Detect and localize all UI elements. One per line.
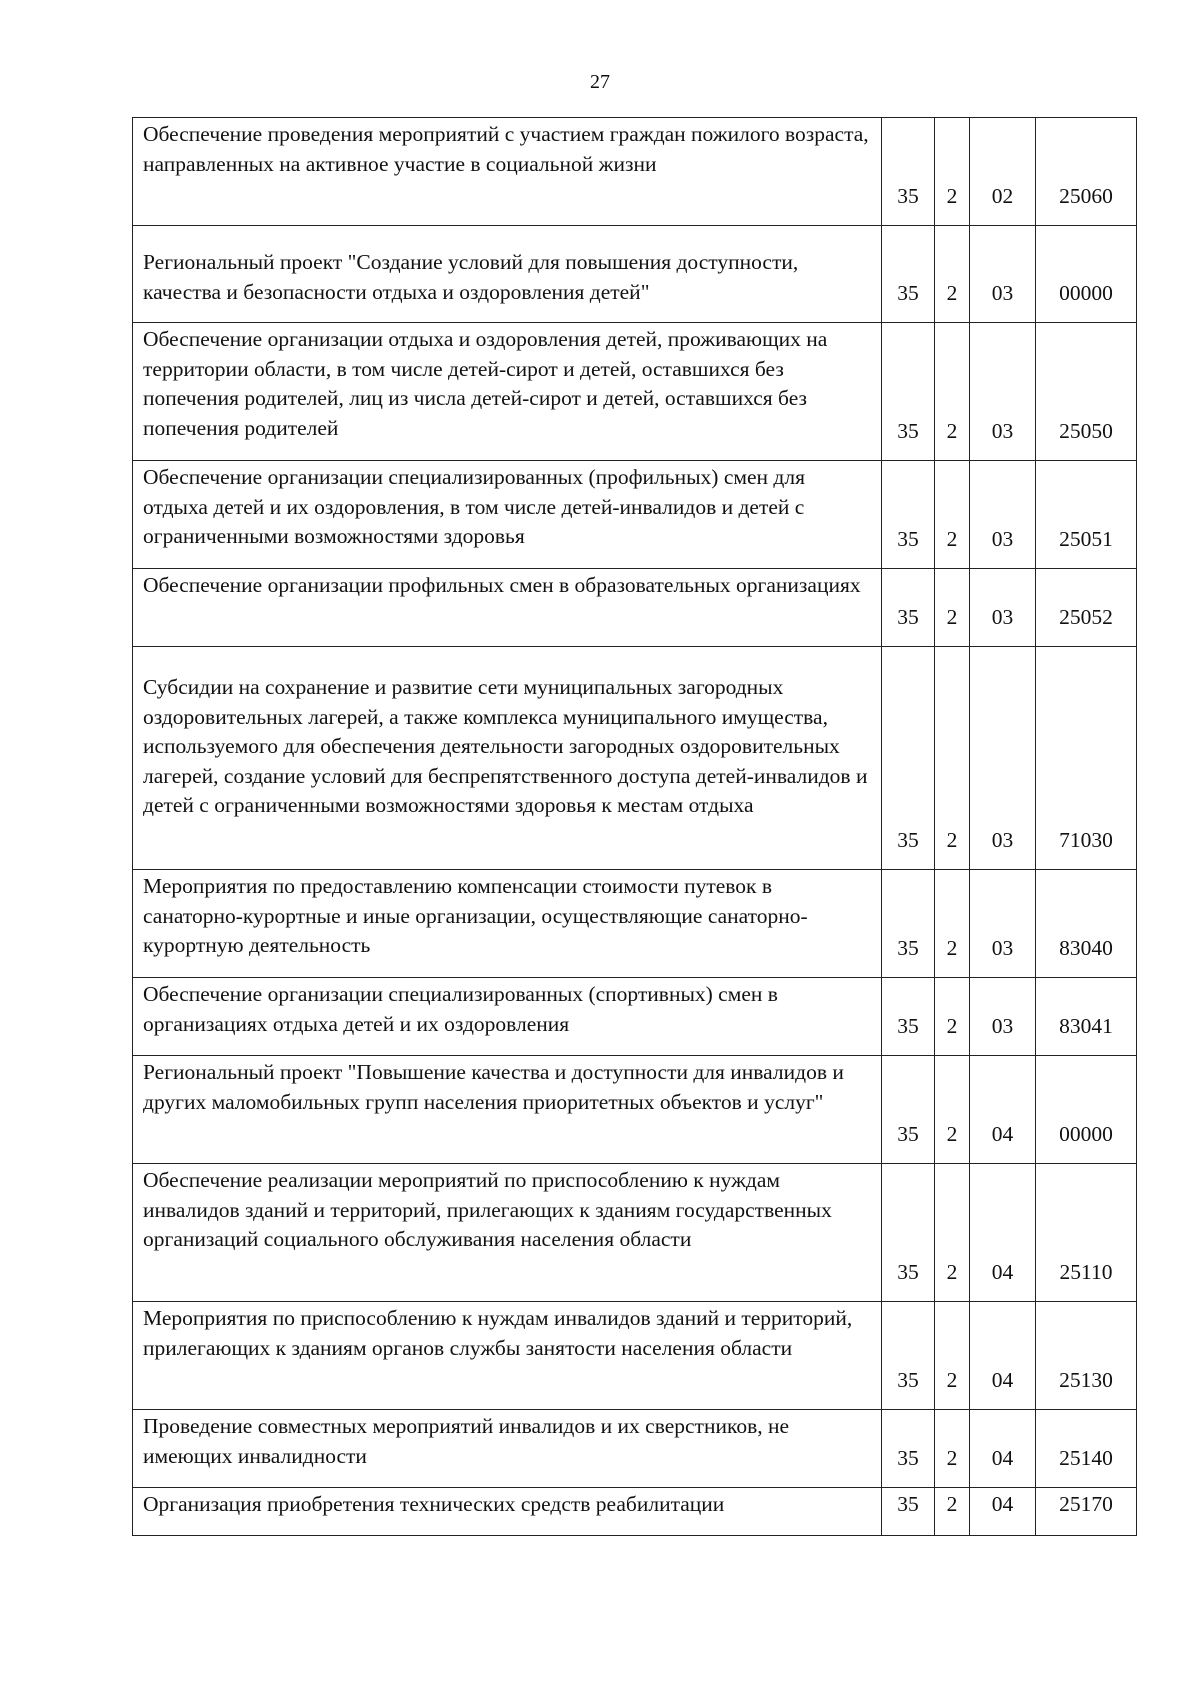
- program-code-cell: 35: [882, 323, 935, 461]
- project-code-cell: 03: [970, 461, 1036, 569]
- subprogram-code-cell: 2: [935, 1302, 970, 1410]
- program-code-cell: 35: [882, 1302, 935, 1410]
- direction-code-cell: 83040: [1036, 870, 1137, 978]
- program-code-cell: 35: [882, 870, 935, 978]
- row-name-cell: Мероприятия по предоставлению компенсации стоимости путевок в санаторно-курортные и иные организации, осуществляющие санаторно-курортную деятельность: [133, 870, 882, 978]
- program-code-cell: 35: [882, 1164, 935, 1302]
- table-row: [133, 118, 1137, 226]
- project-code-cell: 03: [970, 569, 1036, 647]
- project-code-cell: 03: [970, 226, 1036, 323]
- table-row: [133, 978, 1137, 1056]
- table-row: [133, 647, 1137, 870]
- row-name-cell: Обеспечение организации профильных смен в образовательных организациях: [133, 569, 882, 647]
- program-code-cell: 35: [882, 569, 935, 647]
- subprogram-code-cell: 2: [935, 118, 970, 226]
- row-name-cell: Обеспечение реализации мероприятий по приспособлению к нуждам инвалидов зданий и территорий, прилегающих к зданиям государственных организаций социального обслуживания населения области: [133, 1164, 882, 1302]
- table-row: [133, 323, 1137, 461]
- subprogram-code-cell: 2: [935, 647, 970, 870]
- table-row: [133, 1164, 1137, 1302]
- project-code-cell: 03: [970, 978, 1036, 1056]
- table-row: [133, 1410, 1137, 1488]
- program-code-cell: 35: [882, 1056, 935, 1164]
- table-row: [133, 1488, 1137, 1536]
- project-code-cell: 04: [970, 1488, 1036, 1536]
- program-code-cell: 35: [882, 226, 935, 323]
- direction-code-cell: 00000: [1036, 1056, 1137, 1164]
- row-name-cell: Организация приобретения технических средств реабилитации: [133, 1488, 882, 1536]
- row-name-cell: Обеспечение проведения мероприятий с участием граждан пожилого возраста, направленных на активное участие в социальной жизни: [133, 118, 882, 226]
- table-row: [133, 461, 1137, 569]
- project-code-cell: 02: [970, 118, 1036, 226]
- row-name-cell: Региональный проект "Создание условий для повышения доступности, качества и безопасности отдыха и оздоровления детей": [133, 226, 882, 323]
- subprogram-code-cell: 2: [935, 323, 970, 461]
- direction-code-cell: 25140: [1036, 1410, 1137, 1488]
- program-code-cell: 35: [882, 1410, 935, 1488]
- row-name-cell: Субсидии на сохранение и развитие сети муниципальных загородных оздоровительных лагерей, а также комплекса муниципального имущества, используемого для обеспечения деятельности загородных оздоровительных лагерей, создание условий для беспрепятственного доступа детей-инвалидов и детей с ограниченными возможностями здоровья к местам отдыха: [133, 647, 882, 870]
- subprogram-code-cell: 2: [935, 569, 970, 647]
- project-code-cell: 03: [970, 870, 1036, 978]
- budget-classification-table: [132, 117, 1137, 1536]
- program-code-cell: 35: [882, 647, 935, 870]
- subprogram-code-cell: 2: [935, 870, 970, 978]
- direction-code-cell: 25170: [1036, 1488, 1137, 1536]
- direction-code-cell: 71030: [1036, 647, 1137, 870]
- direction-code-cell: 83041: [1036, 978, 1137, 1056]
- direction-code-cell: 25060: [1036, 118, 1137, 226]
- program-code-cell: 35: [882, 461, 935, 569]
- row-name-cell: Проведение совместных мероприятий инвалидов и их сверстников, не имеющих инвалидности: [133, 1410, 882, 1488]
- subprogram-code-cell: 2: [935, 1056, 970, 1164]
- program-code-cell: 35: [882, 978, 935, 1056]
- table-row: [133, 1302, 1137, 1410]
- row-name-cell: Обеспечение организации специализированных (спортивных) смен в организациях отдыха детей и их оздоровления: [133, 978, 882, 1056]
- subprogram-code-cell: 2: [935, 226, 970, 323]
- direction-code-cell: 25051: [1036, 461, 1137, 569]
- program-code-cell: 35: [882, 118, 935, 226]
- project-code-cell: 04: [970, 1164, 1036, 1302]
- direction-code-cell: 25130: [1036, 1302, 1137, 1410]
- table-row: [133, 1056, 1137, 1164]
- direction-code-cell: 00000: [1036, 226, 1137, 323]
- row-name-cell: Обеспечение организации отдыха и оздоровления детей, проживающих на территории области, в том числе детей-сирот и детей, оставшихся без попечения родителей, лиц из числа детей-сирот и детей, оставшихся без попечения родителей: [133, 323, 882, 461]
- project-code-cell: 03: [970, 323, 1036, 461]
- subprogram-code-cell: 2: [935, 1410, 970, 1488]
- project-code-cell: 03: [970, 647, 1036, 870]
- direction-code-cell: 25052: [1036, 569, 1137, 647]
- subprogram-code-cell: 2: [935, 1164, 970, 1302]
- program-code-cell: 35: [882, 1488, 935, 1536]
- row-name-cell: Региональный проект "Повышение качества и доступности для инвалидов и других маломобильных групп населения приоритетных объектов и услуг": [133, 1056, 882, 1164]
- table-row: [133, 226, 1137, 323]
- project-code-cell: 04: [970, 1302, 1036, 1410]
- direction-code-cell: 25110: [1036, 1164, 1137, 1302]
- subprogram-code-cell: 2: [935, 1488, 970, 1536]
- row-name-cell: Мероприятия по приспособлению к нуждам инвалидов зданий и территорий, прилегающих к зданиям органов службы занятости населения области: [133, 1302, 882, 1410]
- subprogram-code-cell: 2: [935, 461, 970, 569]
- row-name-cell: Обеспечение организации специализированных (профильных) смен для отдыха детей и их оздоровления, в том числе детей-инвалидов и детей с ограниченными возможностями здоровья: [133, 461, 882, 569]
- direction-code-cell: 25050: [1036, 323, 1137, 461]
- table-row: [133, 569, 1137, 647]
- page-number: 27: [590, 71, 610, 93]
- table-row: [133, 870, 1137, 978]
- project-code-cell: 04: [970, 1056, 1036, 1164]
- subprogram-code-cell: 2: [935, 978, 970, 1056]
- project-code-cell: 04: [970, 1410, 1036, 1488]
